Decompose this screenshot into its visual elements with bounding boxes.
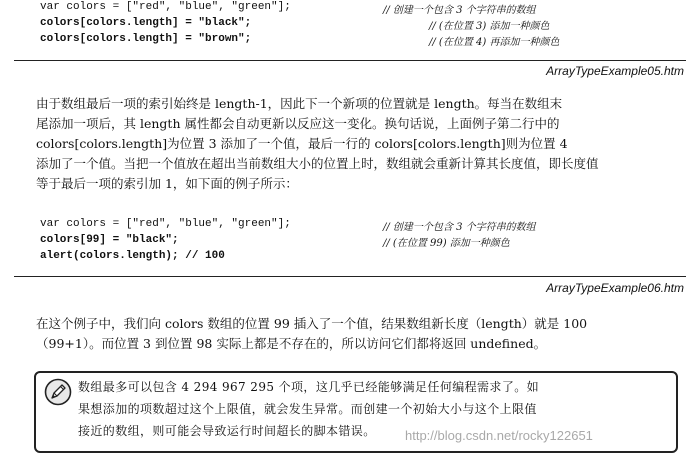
paragraph-2-line: （99+1）。而位置 3 到位置 98 实际上都是不存在的，所以访问它们都将返回 undefined。 — [36, 336, 547, 351]
file-label-1: ArrayTypeExample05.htm — [546, 64, 684, 78]
code1-comment2: // (在位置 3) 添加一种颜色 — [429, 21, 550, 32]
paragraph-1-line: 添加了一个值。当把一个值放在超出当前数组大小的位置上时，数组就会重新计算其长度值，即长度值 — [36, 156, 599, 171]
paragraph-1-line: colors[colors.length]为位置 3 添加了一个值，最后一行的 colors[colors.length]则为位置 4 — [36, 136, 568, 151]
paragraph-2 — [36, 314, 682, 354]
code2-comment1: // 创建一个包含 3 个字符串的数组 — [383, 222, 536, 233]
paragraph-1-line: 尾添加一项后，其 length 属性都会自动更新以反应这一变化。换句话说，上面例子第二行中的 — [36, 116, 560, 131]
code2-line3: alert(colors.length); // 100 — [40, 250, 225, 262]
code1-comment1: // 创建一个包含 3 个字符串的数组 — [383, 5, 536, 16]
divider-1 — [14, 60, 686, 61]
watermark: http://blog.csdn.net/rocky122651 — [405, 428, 593, 443]
code2-line2: colors[99] = "black"; — [40, 234, 179, 246]
code1-line2: colors[colors.length] = "black"; — [40, 17, 252, 29]
note-line: 数组最多可以包含 4 294 967 295 个项，这几乎已经能够满足任何编程需求了。如 — [78, 380, 540, 394]
paragraph-2-line: 在这个例子中，我们向 colors 数组的位置 99 插入了一个值，结果数组新长度（length）就是 100 — [36, 316, 588, 331]
code1-line1: var colors = ["red", "blue", "green"]; — [40, 1, 291, 13]
code1-line3: colors[colors.length] = "brown"; — [40, 33, 252, 45]
code2-comment2: // (在位置 99) 添加一种颜色 — [383, 238, 510, 249]
file-label-2: ArrayTypeExample06.htm — [546, 281, 684, 295]
paragraph-1-line: 由于数组最后一项的索引始终是 length-1，因此下一个新项的位置就是 length。每当在数组末 — [36, 96, 563, 111]
note-line: 接近的数组，则可能会导致运行时间超长的脚本错误。 — [78, 424, 376, 438]
note-line: 果想添加的项数超过这个上限值，就会发生异常。而创建一个初始大小与这个上限值 — [78, 402, 537, 416]
paragraph-1-line: 等于最后一项的索引加 1，如下面的例子所示： — [36, 176, 298, 191]
paragraph-1 — [36, 94, 682, 194]
divider-2 — [14, 276, 686, 277]
code2-line1: var colors = ["red", "blue", "green"]; — [40, 218, 291, 230]
code1-comment3: // (在位置 4) 再添加一种颜色 — [429, 37, 560, 48]
pencil-icon — [44, 378, 72, 410]
